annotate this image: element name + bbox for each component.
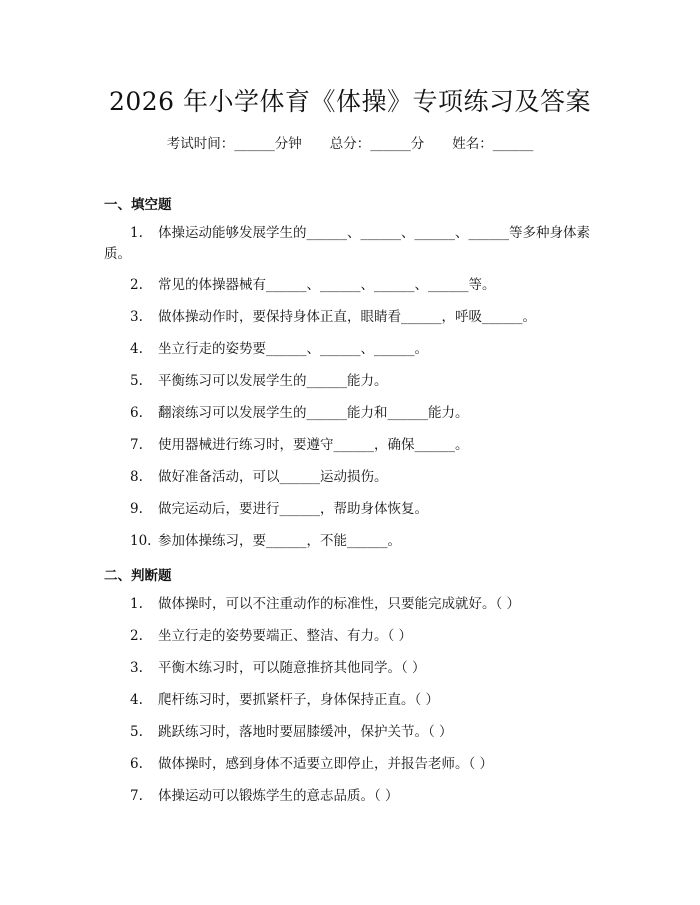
question-number: 5. bbox=[130, 724, 143, 740]
question-text: 做完运动后，要进行______，帮助身体恢复。 bbox=[158, 501, 428, 517]
section-heading-true-false: 二、判断题 bbox=[104, 568, 172, 584]
question-item bbox=[104, 624, 600, 648]
question-text: 做体操时，可以不注重动作的标准性，只要能完成就好。（ ） bbox=[158, 596, 521, 612]
question-item-continuation bbox=[104, 242, 600, 266]
question-number: 3. bbox=[130, 309, 143, 325]
question-number: 1. bbox=[130, 225, 143, 241]
student-name: 姓名：______ bbox=[452, 136, 534, 152]
question-number: 2. bbox=[130, 628, 143, 644]
question-text: 参加体操练习，要______，不能______。 bbox=[158, 533, 401, 549]
question-text: 常见的体操器械有______、______、______、______等。 bbox=[158, 277, 496, 293]
question-text-continued: 质。 bbox=[104, 246, 131, 262]
question-text: 做体操时，感到身体不适要立即停止，并报告老师。（ ） bbox=[158, 756, 494, 772]
question-number: 9. bbox=[130, 501, 143, 517]
question-number: 1. bbox=[130, 596, 143, 612]
page-title: 2026 年小学体育《体操》专项练习及答案 bbox=[108, 87, 592, 116]
question-number: 4. bbox=[130, 692, 143, 708]
question-text: 坐立行走的姿势要______、______、______。 bbox=[158, 341, 428, 357]
question-text: 跳跃练习时，落地时要屈膝缓冲，保护关节。（ ） bbox=[158, 724, 453, 740]
section-heading-fill-blank: 一、填空题 bbox=[104, 197, 172, 213]
question-number: 4. bbox=[130, 341, 143, 357]
exam-total-score: 总分：______分 bbox=[329, 136, 425, 152]
question-item bbox=[104, 720, 600, 744]
question-item bbox=[104, 688, 600, 712]
question-text: 平衡练习可以发展学生的______能力。 bbox=[158, 373, 388, 389]
question-number: 7. bbox=[130, 788, 143, 804]
question-item bbox=[104, 401, 600, 425]
question-item bbox=[104, 305, 600, 329]
question-text: 体操运动能够发展学生的______、______、______、______等多种身体素 bbox=[158, 225, 590, 241]
question-item bbox=[104, 433, 600, 457]
question-text: 做体操动作时，要保持身体正直，眼睛看______，呼吸______。 bbox=[158, 309, 536, 325]
question-number: 3. bbox=[130, 660, 143, 676]
exam-time: 考试时间：______分钟 bbox=[166, 136, 302, 152]
question-text: 使用器械进行练习时，要遵守______，确保______。 bbox=[158, 437, 469, 453]
question-text: 爬杆练习时，要抓紧杆子，身体保持正直。（ ） bbox=[158, 692, 440, 708]
question-item bbox=[104, 369, 600, 393]
question-number: 6. bbox=[130, 405, 143, 421]
question-text: 做好准备活动，可以______运动损伤。 bbox=[158, 469, 388, 485]
question-text: 体操运动可以锻炼学生的意志品质。（ ） bbox=[158, 788, 399, 804]
question-item bbox=[104, 337, 600, 361]
question-item bbox=[104, 784, 600, 808]
question-text: 翻滚练习可以发展学生的______能力和______能力。 bbox=[158, 405, 469, 421]
question-text: 平衡木练习时，可以随意推挤其他同学。（ ） bbox=[158, 660, 426, 676]
question-item bbox=[104, 656, 600, 680]
question-item bbox=[104, 465, 600, 489]
question-item bbox=[104, 529, 600, 553]
question-number: 6. bbox=[130, 756, 143, 772]
question-number: 5. bbox=[130, 373, 143, 389]
question-item bbox=[104, 752, 600, 776]
question-item bbox=[104, 592, 600, 616]
question-number: 7. bbox=[130, 437, 143, 453]
question-item bbox=[104, 273, 600, 297]
question-item bbox=[104, 497, 600, 521]
exam-meta bbox=[0, 132, 700, 152]
question-number: 10. bbox=[130, 533, 152, 549]
question-number: 8. bbox=[130, 469, 143, 485]
question-text: 坐立行走的姿势要端正、整洁、有力。（ ） bbox=[158, 628, 413, 644]
question-number: 2. bbox=[130, 277, 143, 293]
